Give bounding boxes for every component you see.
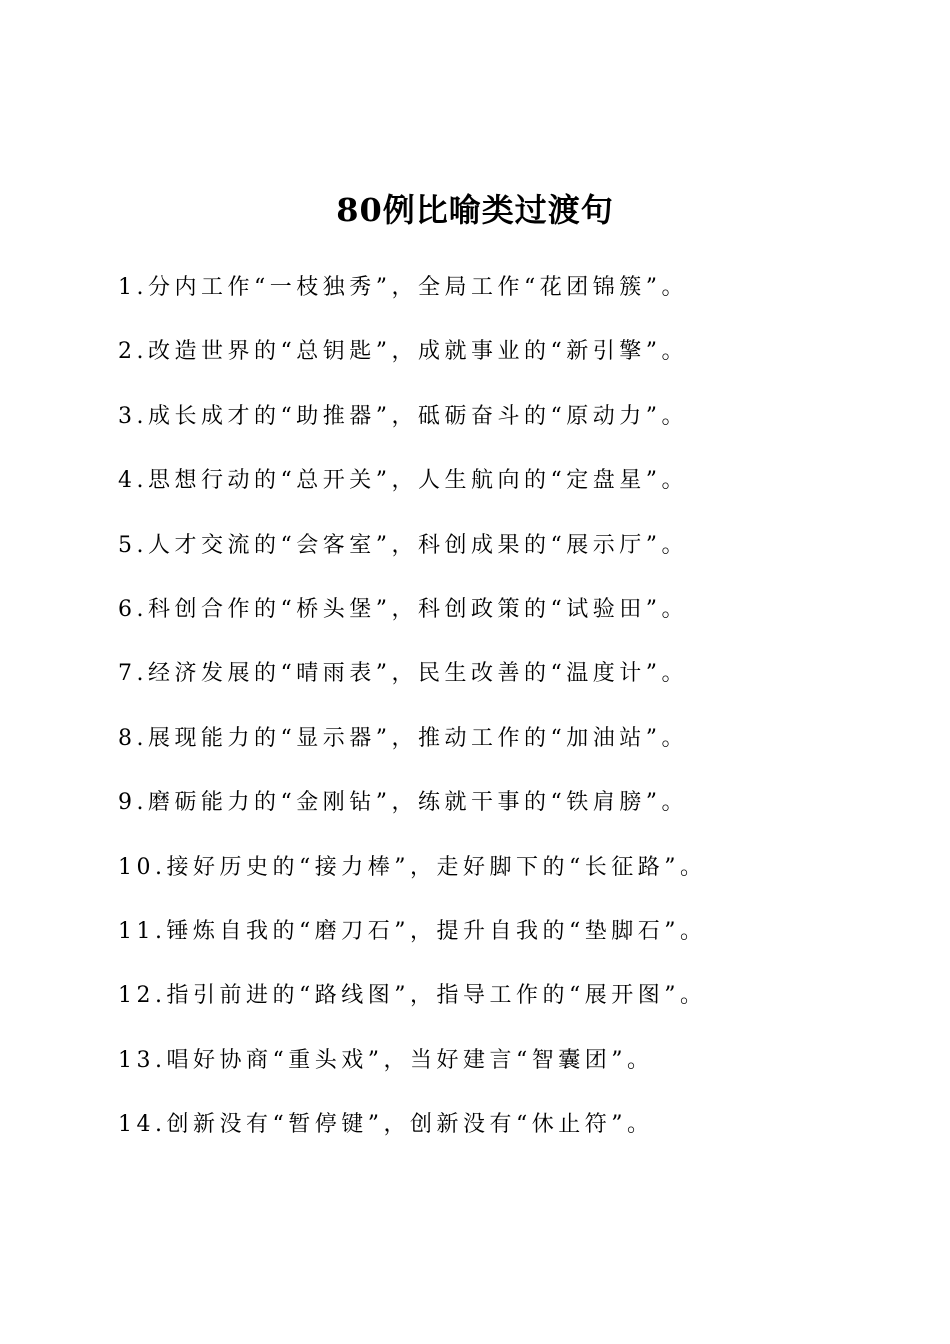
list-item: 7.经济发展的“晴雨表”，民生改善的“温度计”。: [118, 661, 688, 687]
list-item: 8.展现能力的“显示器”，推动工作的“加油站”。: [118, 725, 688, 751]
phrase-list: [118, 266, 918, 1167]
list-item: 5.人才交流的“会客室”，科创成果的“展示厅”。: [118, 532, 688, 558]
list-item: 6.科创合作的“桥头堡”，科创政策的“试验田”。: [118, 596, 688, 622]
list-item: 14.创新没有“暂停键”，创新没有“休止符”。: [118, 1112, 654, 1138]
list-item: 9.磨砺能力的“金刚钻”，练就干事的“铁肩膀”。: [118, 790, 688, 816]
list-item: 4.思想行动的“总开关”，人生航向的“定盘星”。: [118, 468, 688, 494]
list-item: 1.分内工作“一枝独秀”，全局工作“花团锦簇”。: [118, 275, 688, 300]
list-item: 13.唱好协商“重头戏”，当好建言“智囊团”。: [118, 1047, 654, 1073]
list-item: 12.指引前进的“路线图”，指导工作的“展开图”。: [118, 983, 707, 1009]
document-title: 80例比喻类过渡句: [336, 191, 614, 229]
list-item: 11.锤炼自我的“磨刀石”，提升自我的“垫脚石”。: [118, 918, 707, 944]
list-item: 3.成长成才的“助推器”，砥砺奋斗的“原动力”。: [118, 403, 688, 429]
list-item: 2.改造世界的“总钥匙”，成就事业的“新引擎”。: [118, 339, 688, 365]
list-item: 10.接好历史的“接力棒”，走好脚下的“长征路”。: [118, 854, 707, 880]
